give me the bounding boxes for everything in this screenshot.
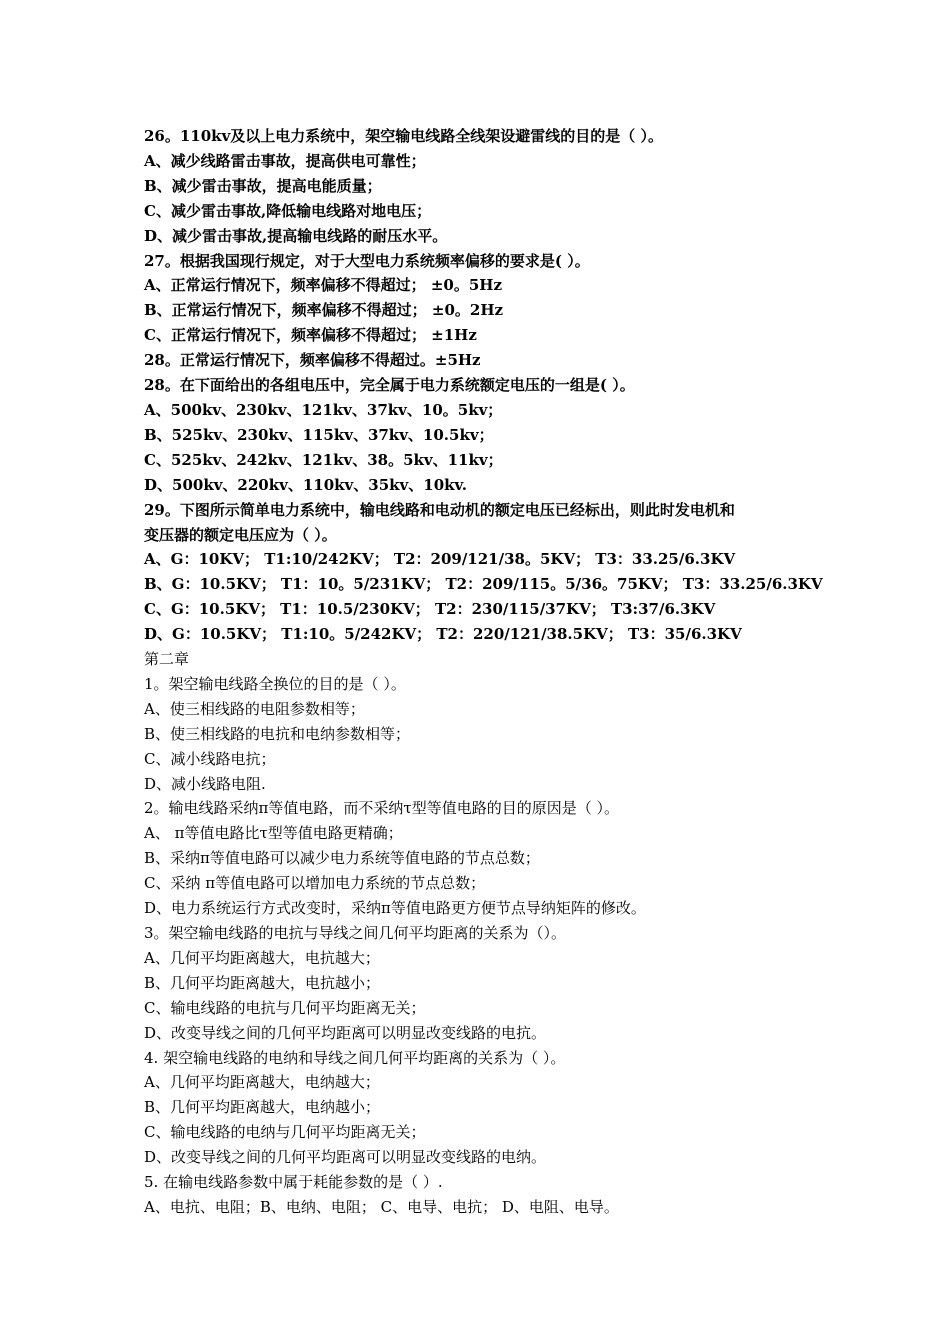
question-text-line: C、减少雷击事故,降低输电线路对地电压； xyxy=(144,201,432,220)
question-text-line: B、减少雷击事故，提高电能质量； xyxy=(144,176,382,195)
question-text-line: 26。110kv及以上电力系统中，架空输电线路全线架设避雷线的目的是（ ）。 xyxy=(144,127,664,145)
question-text-line: C、输电线路的电抗与几何平均距离无关； xyxy=(144,998,426,1017)
question-text-line: 2。输电线路采纳π等值电路，而不采纳τ型等值电路的目的原因是（ ）。 xyxy=(144,799,619,818)
question-text-line: D、改变导线之间的几何平均距离可以明显改变线路的电纳。 xyxy=(144,1148,547,1167)
question-text-line: D、减少雷击事故,提高输电线路的耐压水平。 xyxy=(144,226,448,245)
question-text-line: A、使三相线路的电阻参数相等； xyxy=(144,699,365,718)
question-text-line: B、G：10.5KV； T1：10。5/231KV； T2：209/115。5/36。75KV； T3：33.25/6.3KV xyxy=(144,575,823,594)
question-text-line: 3。架空输电线路的电抗与导线之间几何平均距离的关系为（）。 xyxy=(144,924,567,942)
question-text-line: D、减小线路电阻. xyxy=(144,774,266,793)
question-text-line: 27。根据我国现行规定，对于大型电力系统频率偏移的要求是( ）。 xyxy=(144,251,590,270)
question-text-line: 29。下图所示简单电力系统中，输电线路和电动机的额定电压已经标出，则此时发电机和 xyxy=(144,500,735,519)
question-text-line: C、G：10.5KV； T1：10.5/230KV； T2：230/115/37KV； T3:37/6.3KV xyxy=(144,600,716,619)
question-text-line: C、正常运行情况下，频率偏移不得超过； ±1Hz xyxy=(144,326,477,345)
question-text-line: C、525kv、242kv、121kv、38。5kv、11kv； xyxy=(144,450,503,469)
question-text-line: 1。架空输电线路全换位的目的是（ ）。 xyxy=(144,674,406,693)
question-text-line: B、正常运行情况下，频率偏移不得超过； ±0。2Hz xyxy=(144,301,504,320)
question-text-line: A、 π等值电路比τ型等值电路更精确； xyxy=(144,824,403,843)
question-text-line: 5. 在输电线路参数中属于耗能参数的是（ ）. xyxy=(144,1173,443,1192)
question-text-line: D、改变导线之间的几何平均距离可以明显改变线路的电抗。 xyxy=(144,1023,547,1042)
document-body xyxy=(144,124,834,1220)
question-text-line: B、几何平均距离越大，电纳越小； xyxy=(144,1098,381,1117)
question-text-line: B、使三相线路的电抗和电纳参数相等； xyxy=(144,724,411,743)
question-text-line: D、G：10.5KV； T1:10。5/242KV； T2：220/121/38.5KV； T3：35/6.3KV xyxy=(144,625,742,644)
question-text-line: B、几何平均距离越大，电抗越小； xyxy=(144,973,381,992)
question-text-line: 28。正常运行情况下，频率偏移不得超过。±5Hz xyxy=(144,351,481,370)
question-text-line: A、G：10KV； T1:10/242KV； T2：209/121/38。5KV； T3：33.25/6.3KV xyxy=(144,550,736,569)
question-text-line: 第二章 xyxy=(144,650,190,669)
question-text-line: 变压器的额定电压应为（ ）。 xyxy=(144,525,337,544)
question-text-line: 28。在下面给出的各组电压中，完全属于电力系统额定电压的一组是( ）。 xyxy=(144,376,635,395)
question-text-line: A、减少线路雷击事故，提高供电可靠性； xyxy=(144,151,426,170)
question-text-line: D、电力系统运行方式改变时，采纳π等值电路更方便节点导纳矩阵的修改。 xyxy=(144,899,646,918)
question-text-line: C、输电线路的电纳与几何平均距离无关； xyxy=(144,1123,426,1142)
question-text-line: A、500kv、230kv、121kv、37kv、10。5kv； xyxy=(144,400,503,419)
question-text-line: A、正常运行情况下，频率偏移不得超过； ±0。5Hz xyxy=(144,276,502,295)
question-text-line: A、电抗、电阻；B、电纳、电阻； C、电导、电抗； D、电阻、电导。 xyxy=(144,1197,619,1216)
question-text-line: D、500kv、220kv、110kv、35kv、10kv. xyxy=(144,475,467,494)
question-text-line: C、采纳 π等值电路可以增加电力系统的节点总数； xyxy=(144,874,486,893)
question-text-line: A、几何平均距离越大，电抗越大； xyxy=(144,948,380,967)
question-text-line: B、采纳π等值电路可以减少电力系统等值电路的节点总数； xyxy=(144,849,540,868)
question-text-line: B、525kv、230kv、115kv、37kv、10.5kv； xyxy=(144,425,494,444)
question-text-line: C、减小线路电抗； xyxy=(144,749,276,768)
question-text-line: A、几何平均距离越大，电纳越大； xyxy=(144,1073,380,1092)
question-text-line: 4. 架空输电线路的电纳和导线之间几何平均距离的关系为（ ）。 xyxy=(144,1048,566,1067)
